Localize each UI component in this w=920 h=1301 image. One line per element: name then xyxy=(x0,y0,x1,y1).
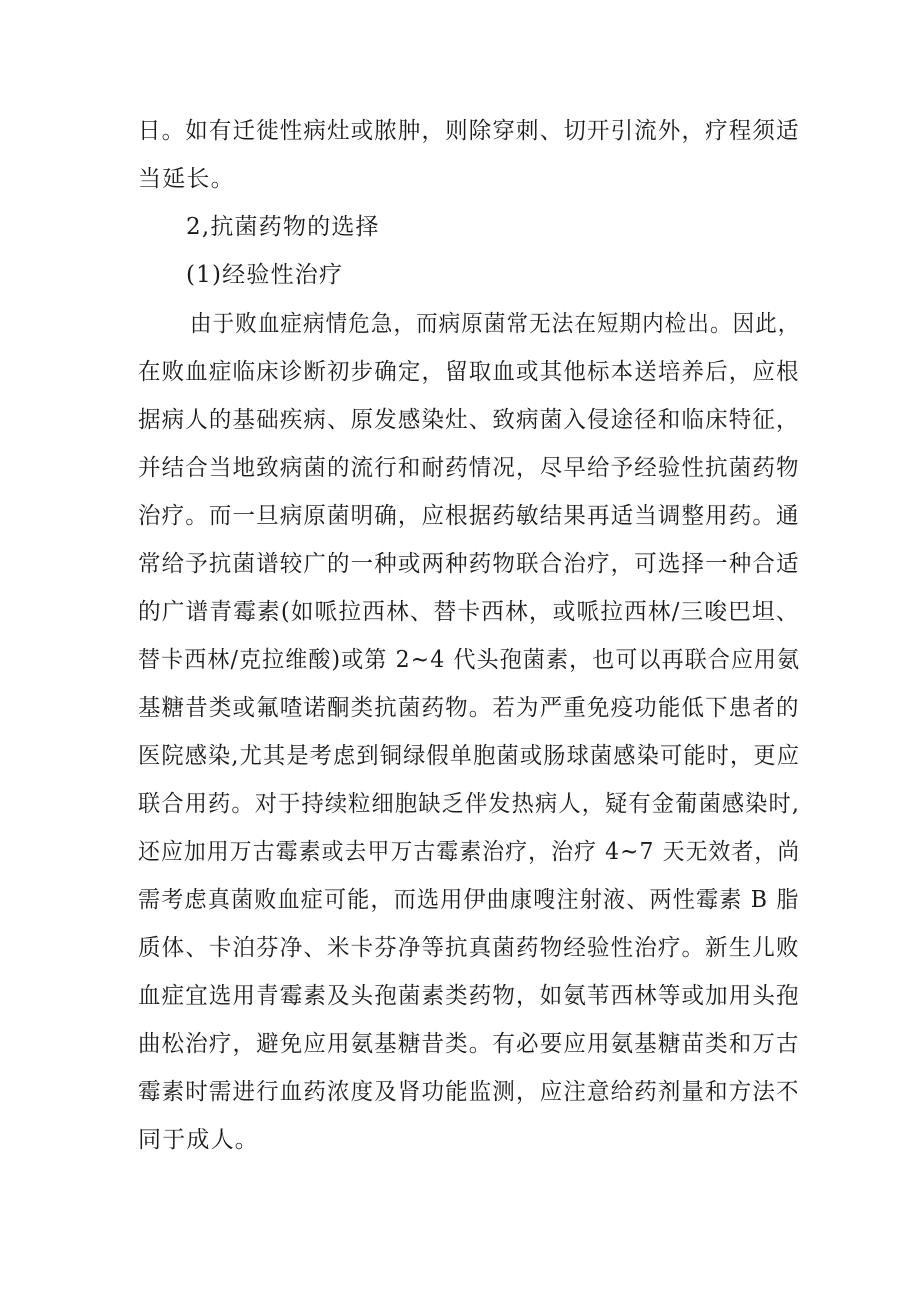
text-line: 曲松治疗，避免应用氨基糖昔类。有必要应用氨基糖苗类和万古 xyxy=(138,1031,800,1057)
text-line: 在败血症临床诊断初步确定，留取血或其他标本送培养后，应根 xyxy=(138,359,800,385)
text-line: 并结合当地致病菌的流行和耐药情况，尽早给予经验性抗菌药物 xyxy=(138,455,800,481)
text-line: 血症宜选用青霉素及头孢菌素类药物，如氨苇西林等或加用头孢 xyxy=(138,983,800,1009)
section-heading: 2,抗菌药物的选择 xyxy=(186,214,380,240)
text-line: 霉素时需进行血药浓度及肾功能监测，应注意给药剂量和方法不 xyxy=(138,1079,800,1105)
text-line: 同于成人。 xyxy=(138,1127,259,1153)
text-line: 日。如有迁徙性病灶或脓肿，则除穿刺、切开引流外，疗程须适 xyxy=(138,118,800,144)
paragraph-first-line: 由于败血症病情危急，而病原菌常无法在短期内检出。因此， xyxy=(190,311,801,337)
text-line: 质体、卡泊芬净、米卡芬净等抗真菌药物经验性治疗。新生儿败 xyxy=(138,935,800,961)
text-line: 当延长。 xyxy=(138,166,235,192)
text-line: 治疗。而一旦病原菌明确，应根据药敏结果再适当调整用药。通 xyxy=(138,503,800,529)
text-line: 联合用药。对于持续粒细胞缺乏伴发热病人，疑有金葡菌感染时, xyxy=(138,791,801,817)
text-line: 的广谱青霉素(如哌拉西林、替卡西林，或哌拉西林/三唆巴坦、 xyxy=(138,599,800,625)
subsection-heading: (1)经验性治疗 xyxy=(186,262,344,288)
text-line: 还应加用万古霉素或去甲万古霉素治疗，治疗 4~7 天无效者，尚 xyxy=(138,839,801,865)
text-line: 基糖昔类或氟喳诺酮类抗菌药物。若为严重免疫功能低下患者的 xyxy=(138,695,800,721)
text-line: 常给予抗菌谱较广的一种或两种药物联合治疗，可选择一种合适 xyxy=(138,551,800,577)
text-line: 医院感染,尤其是考虑到铜绿假单胞菌或肠球菌感染可能时，更应 xyxy=(138,743,801,769)
text-line: 需考虑真菌败血症可能，而选用伊曲康嗖注射液、两性霉素 B 脂 xyxy=(138,887,800,913)
text-line: 替卡西林/克拉维酸)或第 2~4 代头孢菌素，也可以再联合应用氨 xyxy=(138,647,801,673)
text-line: 据病人的基础疾病、原发感染灶、致病菌入侵途径和临床特征， xyxy=(138,407,800,433)
